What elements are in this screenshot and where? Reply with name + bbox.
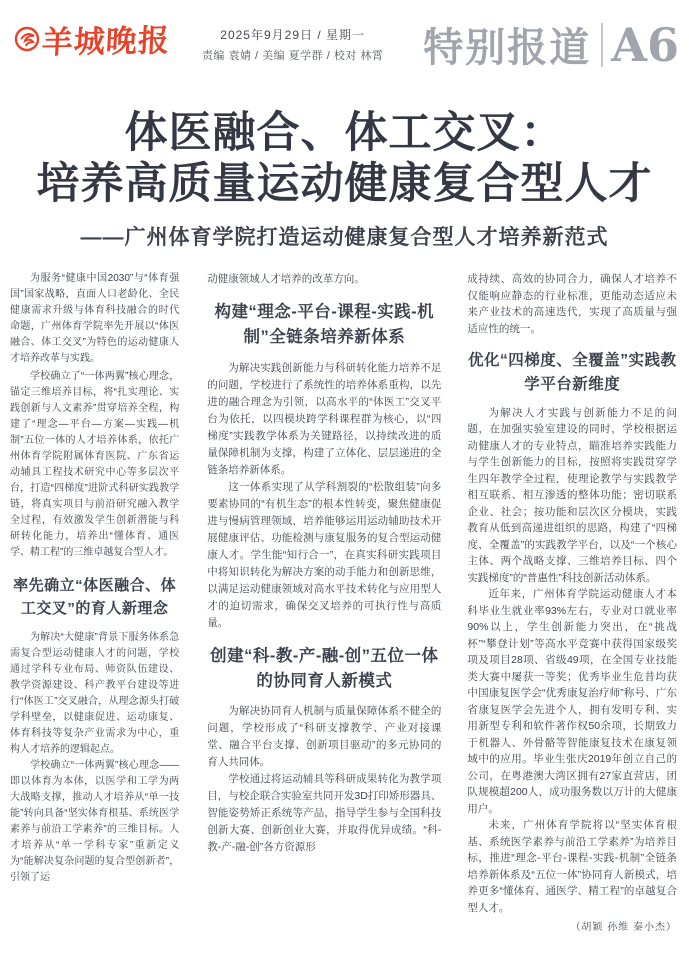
paragraph: 为解决协同育人机制与质量保障体系不健全的问题，学校形成了“科研支撑教学、产业对接课堂、融合平台支撑、创新项目驱动”的多元协同的育人共同体。 <box>207 705 442 769</box>
headline-line1: 体医融合、体工交叉： <box>124 109 565 157</box>
paragraph: 学校确立“一体两翼”核心理念——即以体育为本体，以医学和工学为两大战略支撑，推动人才培养从“单一技能”转向具备“坚实体育根基、系统医学素养与前沿工学素养”的三维目标。人才培养从“单一学科专家”重新定义为“能解决复杂问题的复合型创新者”，引领了运 <box>10 760 180 884</box>
main-headline <box>0 108 689 209</box>
intro-paragraph: 学校确立了“一体两翼”核心理念，锚定三维培养目标，将“扎实理论、实践创新与人文素养”贯穿培养全程，构建了“理念—平台—方案—实践—机制”五位一体的人才培养体系，依托广州体育学院附属体育医院、广东省运动辅具工程技术研究中心等多层次平台，打造“四梯度”进阶式科研实践教学链，将真实项目与前沿研究融入教学全过程，有效激发学生创新潜能与科研转化能力，培养出“懂体育、通医学、精工程”的三维卓越复合型人才。 <box>10 371 180 559</box>
paragraph: 为解决“大健康”背景下服务体系急需复合型运动健康人才的问题，学校通过学科专业布局、师资队伍建设、教学资源建设、科产教平台建设等进行“体医工”交叉融合，从理念源头打破学科壁垒，以健康促进、运动康复、体育科技等复杂产业需求为中心，重构人才培养的逻辑起点。 <box>10 632 180 756</box>
column-3 <box>467 271 677 975</box>
intro-paragraph: 为服务“健康中国2030”与“体育强国”国家战略，直面人口老龄化、全民健康需求升级与体育科技融合的时代命题，广州体育学院率先开展以“体医融合、体工交叉”为特色的运动健康人才培养改革与实践。 <box>10 273 180 365</box>
section-heading-3: 创建“科-教-产-融-创”五位一体的协同育人新模式 <box>210 646 439 690</box>
column-1 <box>10 271 179 975</box>
headline-line2: 培养高质量运动健康复合型人才 <box>36 159 653 208</box>
paragraph: 这一体系实现了从学科割裂的“松散组装”向多要素协同的“有机生态”的根本性转变，聚焦健康促进与慢病管理领域，培养能够运用运动辅助技术开展健康评估、功能检测与康复服务的复合型运动健康人才。学生能“知行合一”，在真实科研实践项目中将知识转化为解决方案的动手能力和创新思维，以满足运动健康领域对高水平技术转化与应用型人才的迫切需求，确保交叉培养的可执行性与高质量。 <box>207 480 442 629</box>
page-number: A6 <box>611 17 679 72</box>
column-2 <box>207 271 441 975</box>
paragraph: 学校通过将运动辅具等科研成果转化为教学项目，与校企联合实验室共同开发3D打印矫形器具、智能姿势矫正系统等产品，指导学生参与全国科技创新大赛、创新创业大赛，并取得优异成绩。“科-教-产-融-创”各方资源形 <box>207 773 442 854</box>
subtitle: ——广州体育学院打造运动健康复合型人才培养新范式 <box>80 226 609 250</box>
paragraph: 为解决实践创新能力与科研转化能力培养不足的问题，学校进行了系统性的培养体系重构，以先进的融合理念为引领，以高水平的“体医工”交叉平台为依托，以四模块跨学科课程群为核心，以“四梯度”实践教学体系为关键路径，以持续改进的质量保障机制为支撑，构建了立体化、层层递进的全链条培养新体系。 <box>207 361 442 476</box>
section-heading-1: 率先确立“体医融合、体工交叉”的育人新理念 <box>13 577 177 617</box>
header-center <box>170 26 415 63</box>
section-heading-2: 构建“理念-平台-课程-实践-机制”全链条培养新体系 <box>214 303 435 347</box>
masthead-title: 羊城晚报 <box>40 22 171 62</box>
section-divider <box>601 23 603 67</box>
continuation-paragraph: 动健康领域人才培养的改革方向。 <box>207 273 365 286</box>
page-header <box>0 0 689 86</box>
masthead <box>14 16 170 61</box>
paragraph: 近年来，广州体育学院运动健康人才本科毕业生就业率93%左右，专业对口就业率90%以上，学生创新能力突出，在“挑战杯”“攀登计划”等高水平竞赛中获得国家级奖项及项目28项、省级49项，在全国专业技能类大赛中屡获一等奖；优秀毕业生危昔均获中国康复医学会“优秀康复治疗师”称号、广东省康复医学会先进个人，拥有发明专利、实用新型专利和软件著作权50余项，长期致力于机器人、外骨骼等智能康复技术在康复领域中的应用。毕业生张庆2019年创立自己的公司，在粤港澳大湾区拥有27家直营店，团队规模超200人，成功服务数以万计的大健康用户。 <box>467 588 677 815</box>
credits-line: 责编 袁婧 / 美编 夏学群 / 校对 林霄 <box>201 50 384 62</box>
continuation-paragraph: 成持续、高效的协同合力，确保人才培养不仅能响应静态的行业标准，更能动态适应未来产业技术的高速迭代，实现了高质量与强适应性的统一。 <box>467 273 677 335</box>
date-line: 2025年9月29日 / 星期一 <box>220 28 366 42</box>
paragraph: 未来，广州体育学院将以“坚实体育根基、系统医学素养与前沿工学素养”为培养目标，推进“理念-平台-课程-实践-机制”全链条培养新体系及“五位一体”协同育人新模式，培养更多“懂体育、通医学、精工程”的卓越复合型人才。 <box>467 819 677 914</box>
header-right <box>423 16 679 73</box>
article-body <box>10 271 677 975</box>
paragraph: 为解决人才实践与创新能力不足的问题，在加强实验室建设的同时，学校根据运动健康人才的专业特点，瞄准培养实践能力与学生创新能力的目标，按照将实践贯穿学生四年教学全过程，使理论教学与实践教学相互联系、相互渗透的整体功能；密切联系企业、社会；按功能和层次区分模块，实践教育从低到高递进组织的思路，构建了“四梯度、全覆盖”的实践教学平台，以及“一个核心主体、两个战略支撑、三维培养目标、四个实践梯度”的“普惠性”科技创新活动体系。 <box>467 406 677 584</box>
headline-block <box>0 108 689 251</box>
byline: （胡颖 孙维 秦小杰） <box>570 922 677 934</box>
masthead-swirl-emblem-icon <box>14 26 40 52</box>
section-heading-4: 优化“四梯度、全覆盖”实践教学平台新维度 <box>467 352 677 393</box>
section-label: 特别报道 <box>423 24 592 71</box>
